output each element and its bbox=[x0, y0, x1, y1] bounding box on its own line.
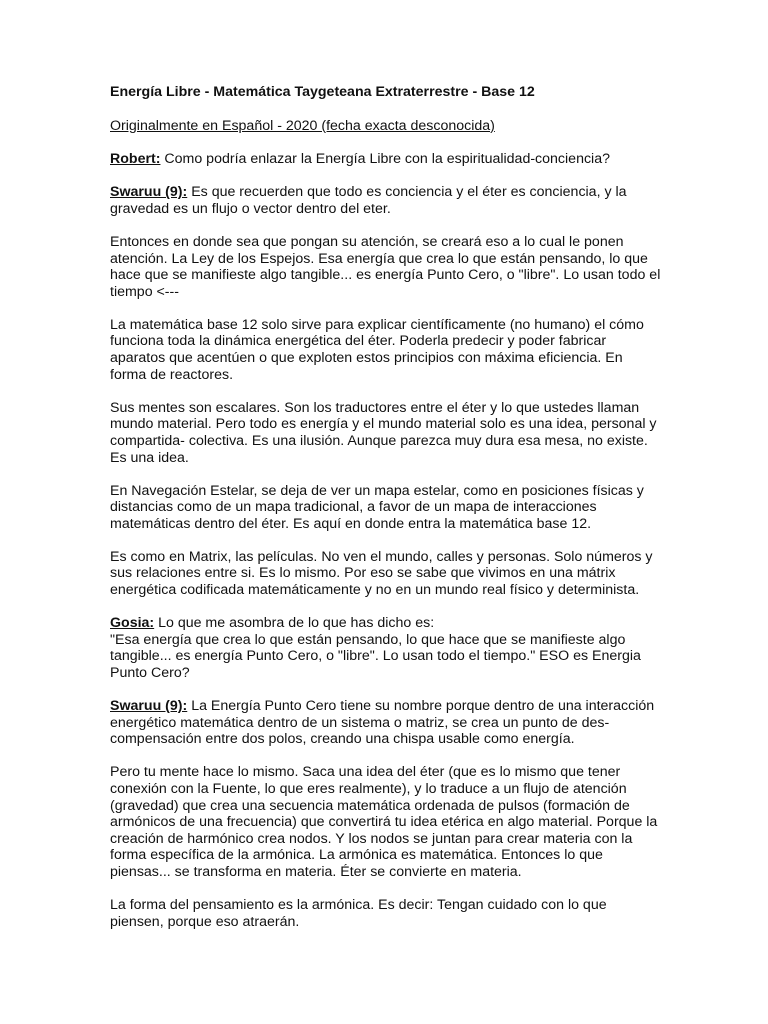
paragraph-text: Como podría enlazar la Energía Libre con la espiritualidad-conciencia? bbox=[160, 151, 610, 168]
paragraph-text: Sus mentes son escalares. Son los traductores entre el éter y lo que ustedes llaman mundo material. Pero todo es energía y el mundo material solo es una idea, personal y compartida- colectiva. Es una ilusión. Aunque parezca muy dura esa mesa, no existe. Es una idea. bbox=[110, 399, 657, 466]
paragraph bbox=[110, 698, 662, 748]
paragraph bbox=[110, 400, 662, 466]
paragraph-text: La matemática base 12 solo sirve para explicar científicamente (no humano) el cómo funciona toda la dinámica energética del éter. Poderla predecir y poder fabricar aparatos que acentúen o que exploten estos principios con máxima eficiencia. En forma de reactores. bbox=[110, 316, 644, 383]
speaker-label: Gosia: bbox=[110, 615, 155, 632]
paragraph bbox=[110, 317, 662, 383]
document-title: Energía Libre - Matemática Taygeteana Extraterrestre - Base 12 bbox=[110, 84, 535, 100]
speaker-label: Swaruu (9): bbox=[110, 184, 188, 201]
paragraph bbox=[110, 151, 662, 168]
document-subtitle: Originalmente en Español - 2020 (fecha exacta desconocida) bbox=[110, 117, 495, 134]
paragraph-text: Lo que me asombra de lo que has dicho es: "Esa energía que crea lo que están pensando, lo que hace que se manifieste algo tangible... es energía Punto Cero, o "libre". Lo usan todo el tiempo." ESO es Energia Punto Cero? bbox=[110, 615, 641, 681]
paragraph-text: Es que recuerden que todo es conciencia y el éter es conciencia, y la gravedad es un flujo o vector dentro del eter. bbox=[110, 184, 627, 217]
paragraph bbox=[110, 184, 662, 217]
paragraph-text: La Energía Punto Cero tiene su nombre porque dentro de una interacción energético matemática dentro de un sistema o matriz, se crea un punto de des-compensación entre dos polos, creando una chispa usable como energía. bbox=[110, 698, 655, 748]
paragraph bbox=[110, 764, 662, 880]
paragraph-text: La forma del pensamiento es la armónica. Es decir: Tengan cuidado con lo que piensen, porque eso atraerán. bbox=[110, 896, 607, 930]
paragraph bbox=[110, 897, 662, 930]
paragraph bbox=[110, 549, 662, 599]
paragraph-text: Es como en Matrix, las películas. No ven el mundo, calles y personas. Solo números y sus relaciones entre si. Es lo mismo. Por eso se sabe que vivimos en una mátrix energética codificada matemáticamente y no en un mundo real físico y determinista. bbox=[110, 548, 653, 599]
paragraph bbox=[110, 483, 662, 533]
speaker-label: Swaruu (9): bbox=[110, 698, 188, 715]
document-page bbox=[110, 84, 662, 947]
speaker-label: Robert: bbox=[110, 151, 161, 168]
paragraph bbox=[110, 615, 662, 681]
paragraph-text: En Navegación Estelar, se deja de ver un mapa estelar, como en posiciones físicas y distancias como de un mapa tradicional, a favor de un mapa de interacciones matemáticas dentro del éter. Es aquí en donde entra la matemática base 12. bbox=[110, 482, 644, 532]
document-body bbox=[110, 151, 662, 930]
paragraph bbox=[110, 234, 662, 300]
paragraph-text: Entonces en donde sea que pongan su atención, se creará eso a lo cual le ponen atención. La Ley de los Espejos. Esa energía que crea lo que están pensando, lo que hace que se manifieste algo tangible... es energía Punto Cero, o "libre". Lo usan todo el tiempo <--- bbox=[110, 233, 661, 300]
paragraph-text: Pero tu mente hace lo mismo. Saca una idea del éter (que es lo mismo que tener conexión con la Fuente, lo que eres realmente), y lo traduce a un flujo de atención (gravedad) que crea una secuencia matemática ordenada de pulsos (formación de armónicos de una frecuencia) que convertirá tu idea etérica en algo material. Porque la creación de harmónico crea nodos. Y los nodos se juntan para crear materia con la forma específica de la armónica. La armónica es matemática. Entonces lo que piensas... se transforma en materia. Éter se convierte en materia. bbox=[110, 764, 658, 880]
